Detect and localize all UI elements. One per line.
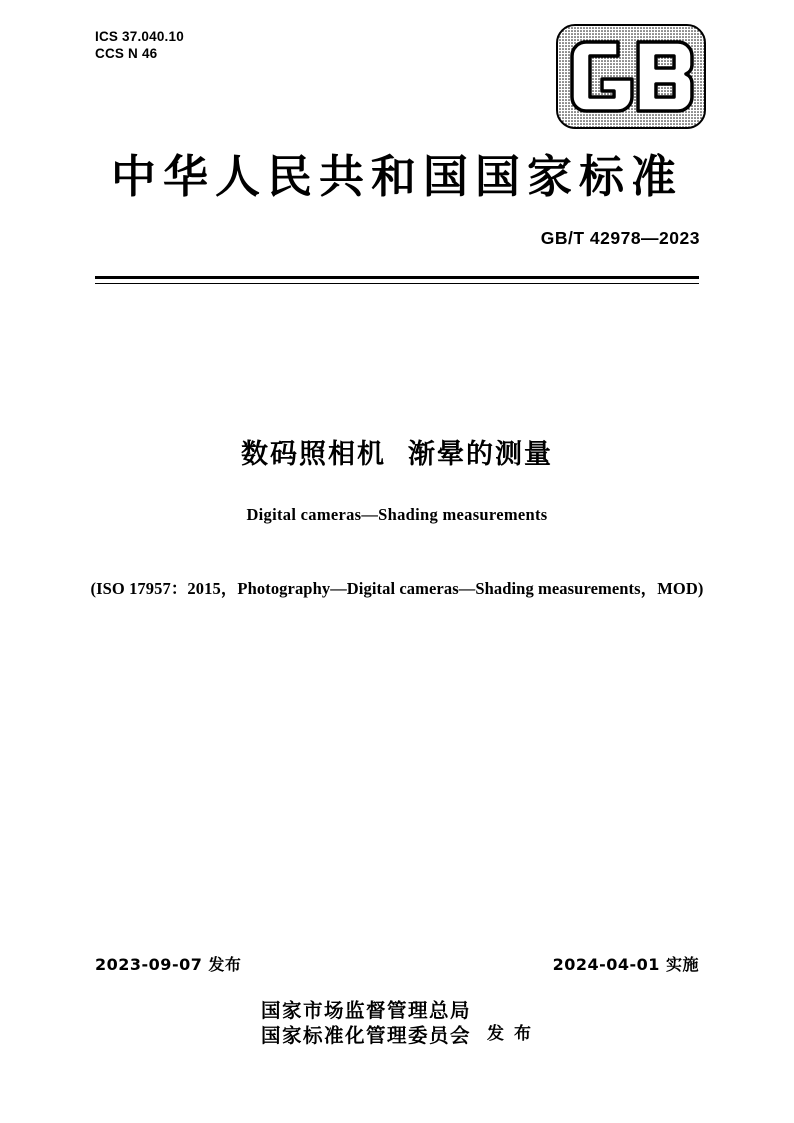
document-title-chinese-sub: 渐晕的测量: [408, 439, 553, 470]
document-title-english: Digital cameras—Shading measurements: [246, 505, 548, 524]
ics-code: ICS 37.040.10: [95, 29, 184, 44]
publisher-block: [0, 998, 794, 1048]
document-title-chinese: [0, 432, 794, 471]
publisher-line-2: 国家标准化管理委员会: [261, 1024, 472, 1047]
ccs-code: CCS N 46: [95, 46, 158, 61]
publisher-names: [261, 998, 471, 1048]
publisher-verb: 发 布: [487, 1023, 533, 1044]
iso-reference: (ISO 17957：2015，Photography—Digital cameras—Shading measurements，MOD): [90, 579, 704, 598]
standard-number: GB/T 42978—2023: [540, 228, 700, 248]
gb-logo-icon: [556, 24, 706, 129]
implementation-date: 2024-04-01 实施: [552, 955, 699, 974]
divider-thin: [95, 283, 699, 284]
publisher-line-1: 国家市场监督管理总局: [261, 999, 472, 1022]
classification-block: [95, 28, 184, 62]
document-title-chinese-main: 数码照相机: [241, 439, 386, 470]
national-standard-title: 中华人民共和国国家标准: [110, 150, 683, 203]
divider-thick: [95, 276, 699, 279]
issue-date: 2023-09-07 发布: [95, 955, 242, 974]
